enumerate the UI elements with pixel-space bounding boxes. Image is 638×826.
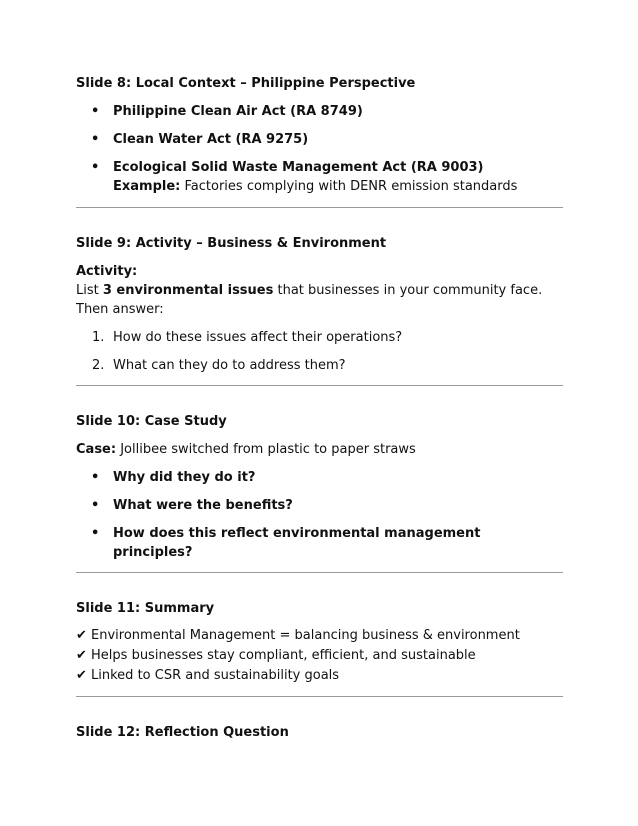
list-number: 2. bbox=[92, 358, 105, 373]
activity-instruction bbox=[76, 281, 563, 300]
divider bbox=[76, 696, 563, 697]
list-number: 1. bbox=[92, 330, 105, 345]
example-label: Example: bbox=[113, 179, 181, 194]
slide-9-section bbox=[76, 234, 563, 375]
bullet-icon: • bbox=[91, 104, 100, 119]
divider bbox=[76, 572, 563, 573]
activity-label: Activity: bbox=[76, 264, 138, 279]
example-text: Factories complying with DENR emission standards bbox=[180, 179, 518, 194]
slide-11-title: Slide 11: Summary bbox=[76, 601, 215, 616]
list-item-text: What can they do to address them? bbox=[113, 358, 346, 373]
slide-9-question-list bbox=[76, 328, 563, 375]
list-item bbox=[76, 158, 563, 177]
slide-8-title: Slide 8: Local Context – Philippine Perspective bbox=[76, 76, 416, 91]
instruction-suffix: that businesses in your community face. bbox=[273, 283, 543, 298]
slide-12-section bbox=[76, 723, 563, 742]
slide-10-title: Slide 10: Case Study bbox=[76, 414, 227, 429]
slide-10-bullet-list bbox=[76, 468, 563, 562]
slide-9-title: Slide 9: Activity – Business & Environment bbox=[76, 236, 387, 251]
list-item bbox=[76, 356, 563, 375]
example-line bbox=[76, 177, 563, 196]
document-page bbox=[76, 74, 563, 742]
list-item-text: What were the benefits? bbox=[113, 498, 293, 513]
bullet-icon: • bbox=[91, 470, 100, 485]
slide-12-title: Slide 12: Reflection Question bbox=[76, 725, 289, 740]
bullet-icon: • bbox=[91, 498, 100, 513]
slide-10-section bbox=[76, 412, 563, 562]
summary-list bbox=[76, 626, 563, 686]
list-item bbox=[76, 468, 563, 487]
slide-8-bullet-list bbox=[76, 102, 563, 196]
list-item-text: Philippine Clean Air Act (RA 8749) bbox=[113, 104, 363, 119]
divider bbox=[76, 207, 563, 208]
list-item bbox=[76, 496, 563, 515]
divider bbox=[76, 385, 563, 386]
list-item bbox=[76, 524, 563, 562]
bullet-icon: • bbox=[91, 132, 100, 147]
case-label: Case: bbox=[76, 442, 117, 457]
list-item-text: How do these issues affect their operations? bbox=[113, 330, 403, 345]
case-text: Jollibee switched from plastic to paper straws bbox=[116, 442, 416, 457]
bullet-icon: • bbox=[91, 526, 100, 541]
list-item bbox=[76, 328, 563, 347]
then-answer-text: Then answer: bbox=[76, 302, 164, 317]
bullet-icon: • bbox=[91, 160, 100, 175]
summary-item: ✔ Helps businesses stay compliant, efficient, and sustainable bbox=[76, 648, 476, 663]
instruction-emphasis: 3 environmental issues bbox=[102, 283, 274, 298]
summary-item: ✔ Linked to CSR and sustainability goals bbox=[76, 668, 340, 683]
list-item-text: Why did they do it? bbox=[113, 470, 256, 485]
list-item-text: How does this reflect environmental management principles? bbox=[113, 526, 481, 560]
case-line bbox=[76, 440, 563, 459]
slide-8-section bbox=[76, 74, 563, 196]
list-item-text: Clean Water Act (RA 9275) bbox=[113, 132, 309, 147]
list-item bbox=[76, 102, 563, 121]
instruction-prefix: List bbox=[76, 283, 103, 298]
slide-11-section bbox=[76, 599, 563, 686]
summary-item: ✔ Environmental Management = balancing business & environment bbox=[76, 628, 520, 643]
list-item bbox=[76, 130, 563, 149]
list-item-text: Ecological Solid Waste Management Act (RA 9003) bbox=[113, 160, 484, 175]
